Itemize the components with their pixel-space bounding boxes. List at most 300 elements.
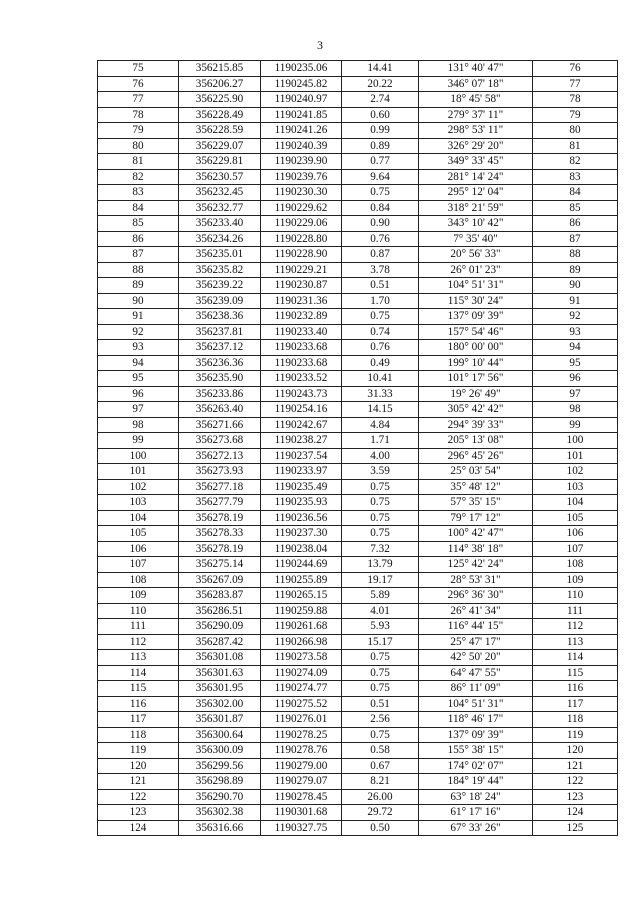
x-coordinate-cell: 356238.36 [179,309,261,325]
distance-cell: 0.49 [342,355,419,371]
y-coordinate-cell: 1190275.52 [261,696,342,712]
distance-cell: 1.71 [342,433,419,449]
y-coordinate-cell: 1190240.39 [261,138,342,154]
table-row [98,278,618,294]
next-point-cell: 89 [533,262,618,278]
x-coordinate-cell: 356273.68 [179,433,261,449]
distance-cell: 0.76 [342,231,419,247]
next-point-cell: 77 [533,76,618,92]
bearing-cell: 296° 36' 30" [419,588,533,604]
next-point-cell: 82 [533,154,618,170]
bearing-cell: 61° 17' 16" [419,805,533,821]
bearing-cell: 279° 37' 11" [419,107,533,123]
distance-cell: 0.90 [342,216,419,232]
next-point-cell: 108 [533,557,618,573]
next-point-cell: 116 [533,681,618,697]
point-number-cell: 111 [98,619,179,635]
distance-cell: 0.51 [342,278,419,294]
bearing-cell: 346° 07' 18" [419,76,533,92]
point-number-cell: 76 [98,76,179,92]
distance-cell: 0.75 [342,727,419,743]
next-point-cell: 104 [533,495,618,511]
point-number-cell: 85 [98,216,179,232]
x-coordinate-cell: 356239.22 [179,278,261,294]
next-point-cell: 90 [533,278,618,294]
next-point-cell: 121 [533,758,618,774]
point-number-cell: 106 [98,541,179,557]
bearing-cell: 64° 47' 55" [419,665,533,681]
distance-cell: 0.75 [342,510,419,526]
next-point-cell: 93 [533,324,618,340]
table-row [98,169,618,185]
table-row [98,495,618,511]
y-coordinate-cell: 1190231.36 [261,293,342,309]
y-coordinate-cell: 1190241.26 [261,123,342,139]
next-point-cell: 123 [533,789,618,805]
bearing-cell: 318° 21' 59" [419,200,533,216]
distance-cell: 19.17 [342,572,419,588]
y-coordinate-cell: 1190233.97 [261,464,342,480]
x-coordinate-cell: 356236.36 [179,355,261,371]
x-coordinate-cell: 356301.08 [179,650,261,666]
x-coordinate-cell: 356237.12 [179,340,261,356]
y-coordinate-cell: 1190243.73 [261,386,342,402]
next-point-cell: 117 [533,696,618,712]
y-coordinate-cell: 1190240.97 [261,92,342,108]
table-row [98,727,618,743]
point-number-cell: 91 [98,309,179,325]
point-number-cell: 88 [98,262,179,278]
distance-cell: 0.84 [342,200,419,216]
distance-cell: 3.59 [342,464,419,480]
x-coordinate-cell: 356278.19 [179,541,261,557]
y-coordinate-cell: 1190266.98 [261,634,342,650]
x-coordinate-cell: 356239.09 [179,293,261,309]
table-row [98,774,618,790]
point-number-cell: 77 [98,92,179,108]
bearing-cell: 104° 51' 31" [419,696,533,712]
point-number-cell: 93 [98,340,179,356]
x-coordinate-cell: 356267.09 [179,572,261,588]
table-row [98,92,618,108]
distance-cell: 0.75 [342,526,419,542]
next-point-cell: 91 [533,293,618,309]
x-coordinate-cell: 356300.09 [179,743,261,759]
bearing-cell: 26° 01' 23" [419,262,533,278]
x-coordinate-cell: 356234.26 [179,231,261,247]
y-coordinate-cell: 1190279.00 [261,758,342,774]
next-point-cell: 101 [533,448,618,464]
table-row [98,696,618,712]
distance-cell: 0.99 [342,123,419,139]
next-point-cell: 105 [533,510,618,526]
next-point-cell: 76 [533,61,618,77]
distance-cell: 5.89 [342,588,419,604]
x-coordinate-cell: 356301.87 [179,712,261,728]
distance-cell: 10.41 [342,371,419,387]
point-number-cell: 103 [98,495,179,511]
table-row [98,123,618,139]
table-row [98,588,618,604]
y-coordinate-cell: 1190239.90 [261,154,342,170]
y-coordinate-cell: 1190279.07 [261,774,342,790]
y-coordinate-cell: 1190255.89 [261,572,342,588]
bearing-cell: 118° 46' 17" [419,712,533,728]
table-row [98,448,618,464]
x-coordinate-cell: 356316.66 [179,820,261,836]
next-point-cell: 120 [533,743,618,759]
next-point-cell: 112 [533,619,618,635]
bearing-cell: 20° 56' 33" [419,247,533,263]
distance-cell: 0.76 [342,340,419,356]
x-coordinate-cell: 356233.40 [179,216,261,232]
point-number-cell: 122 [98,789,179,805]
table-row [98,681,618,697]
coordinates-table-body [98,61,618,836]
y-coordinate-cell: 1190278.76 [261,743,342,759]
y-coordinate-cell: 1190261.68 [261,619,342,635]
x-coordinate-cell: 356232.45 [179,185,261,201]
x-coordinate-cell: 356299.56 [179,758,261,774]
point-number-cell: 81 [98,154,179,170]
coordinates-table [97,60,618,836]
distance-cell: 15.17 [342,634,419,650]
x-coordinate-cell: 356286.51 [179,603,261,619]
point-number-cell: 113 [98,650,179,666]
table-row [98,820,618,836]
y-coordinate-cell: 1190301.68 [261,805,342,821]
distance-cell: 0.75 [342,681,419,697]
y-coordinate-cell: 1190233.40 [261,324,342,340]
point-number-cell: 97 [98,402,179,418]
point-number-cell: 87 [98,247,179,263]
table-row [98,216,618,232]
point-number-cell: 108 [98,572,179,588]
bearing-cell: 305° 42' 42" [419,402,533,418]
page-number: 3 [317,38,323,52]
distance-cell: 8.21 [342,774,419,790]
y-coordinate-cell: 1190229.21 [261,262,342,278]
table-row [98,510,618,526]
next-point-cell: 118 [533,712,618,728]
bearing-cell: 101° 17' 56" [419,371,533,387]
x-coordinate-cell: 356263.40 [179,402,261,418]
y-coordinate-cell: 1190274.09 [261,665,342,681]
distance-cell: 0.75 [342,309,419,325]
next-point-cell: 102 [533,464,618,480]
bearing-cell: 57° 35' 15" [419,495,533,511]
y-coordinate-cell: 1190259.88 [261,603,342,619]
y-coordinate-cell: 1190233.68 [261,355,342,371]
point-number-cell: 112 [98,634,179,650]
y-coordinate-cell: 1190276.01 [261,712,342,728]
distance-cell: 0.75 [342,665,419,681]
y-coordinate-cell: 1190238.27 [261,433,342,449]
next-point-cell: 109 [533,572,618,588]
x-coordinate-cell: 356228.49 [179,107,261,123]
bearing-cell: 26° 41' 34" [419,603,533,619]
next-point-cell: 113 [533,634,618,650]
distance-cell: 0.77 [342,154,419,170]
table-row [98,712,618,728]
point-number-cell: 100 [98,448,179,464]
next-point-cell: 97 [533,386,618,402]
point-number-cell: 107 [98,557,179,573]
next-point-cell: 119 [533,727,618,743]
bearing-cell: 7° 35' 40" [419,231,533,247]
bearing-cell: 131° 40' 47" [419,61,533,77]
point-number-cell: 86 [98,231,179,247]
bearing-cell: 343° 10' 42" [419,216,533,232]
x-coordinate-cell: 356272.13 [179,448,261,464]
table-row [98,464,618,480]
bearing-cell: 294° 39' 33" [419,417,533,433]
point-number-cell: 99 [98,433,179,449]
point-number-cell: 105 [98,526,179,542]
next-point-cell: 92 [533,309,618,325]
point-number-cell: 79 [98,123,179,139]
distance-cell: 0.51 [342,696,419,712]
x-coordinate-cell: 356233.86 [179,386,261,402]
x-coordinate-cell: 356278.33 [179,526,261,542]
y-coordinate-cell: 1190278.25 [261,727,342,743]
distance-cell: 2.56 [342,712,419,728]
point-number-cell: 96 [98,386,179,402]
bearing-cell: 25° 03' 54" [419,464,533,480]
table-row [98,76,618,92]
point-number-cell: 109 [98,588,179,604]
x-coordinate-cell: 356237.81 [179,324,261,340]
x-coordinate-cell: 356230.57 [179,169,261,185]
x-coordinate-cell: 356235.90 [179,371,261,387]
next-point-cell: 100 [533,433,618,449]
point-number-cell: 115 [98,681,179,697]
distance-cell: 13.79 [342,557,419,573]
table-row [98,309,618,325]
table-row [98,743,618,759]
next-point-cell: 124 [533,805,618,821]
y-coordinate-cell: 1190232.89 [261,309,342,325]
table-row [98,650,618,666]
distance-cell: 1.70 [342,293,419,309]
distance-cell: 2.74 [342,92,419,108]
point-number-cell: 83 [98,185,179,201]
y-coordinate-cell: 1190238.04 [261,541,342,557]
table-row [98,572,618,588]
point-number-cell: 90 [98,293,179,309]
table-row [98,262,618,278]
next-point-cell: 99 [533,417,618,433]
point-number-cell: 89 [98,278,179,294]
bearing-cell: 19° 26' 49" [419,386,533,402]
next-point-cell: 106 [533,526,618,542]
next-point-cell: 107 [533,541,618,557]
next-point-cell: 125 [533,820,618,836]
x-coordinate-cell: 356302.38 [179,805,261,821]
table-row [98,61,618,77]
next-point-cell: 88 [533,247,618,263]
y-coordinate-cell: 1190235.06 [261,61,342,77]
point-number-cell: 92 [98,324,179,340]
distance-cell: 4.00 [342,448,419,464]
next-point-cell: 81 [533,138,618,154]
table-row [98,526,618,542]
table-row [98,386,618,402]
table-row [98,200,618,216]
distance-cell: 0.75 [342,479,419,495]
bearing-cell: 25° 47' 17" [419,634,533,650]
table-row [98,107,618,123]
point-number-cell: 120 [98,758,179,774]
table-row [98,293,618,309]
point-number-cell: 78 [98,107,179,123]
table-row [98,479,618,495]
point-number-cell: 117 [98,712,179,728]
y-coordinate-cell: 1190235.49 [261,479,342,495]
table-row [98,433,618,449]
x-coordinate-cell: 356273.93 [179,464,261,480]
x-coordinate-cell: 356235.01 [179,247,261,263]
distance-cell: 26.00 [342,789,419,805]
distance-cell: 0.58 [342,743,419,759]
bearing-cell: 42° 50' 20" [419,650,533,666]
table-row [98,247,618,263]
x-coordinate-cell: 356301.63 [179,665,261,681]
distance-cell: 0.75 [342,495,419,511]
y-coordinate-cell: 1190278.45 [261,789,342,805]
x-coordinate-cell: 356278.19 [179,510,261,526]
y-coordinate-cell: 1190235.93 [261,495,342,511]
next-point-cell: 111 [533,603,618,619]
x-coordinate-cell: 356229.81 [179,154,261,170]
distance-cell: 29.72 [342,805,419,821]
point-number-cell: 101 [98,464,179,480]
bearing-cell: 116° 44' 15" [419,619,533,635]
y-coordinate-cell: 1190242.67 [261,417,342,433]
y-coordinate-cell: 1190237.30 [261,526,342,542]
next-point-cell: 86 [533,216,618,232]
y-coordinate-cell: 1190228.80 [261,231,342,247]
bearing-cell: 100° 42' 47" [419,526,533,542]
y-coordinate-cell: 1190230.87 [261,278,342,294]
y-coordinate-cell: 1190265.15 [261,588,342,604]
bearing-cell: 157° 54' 46" [419,324,533,340]
distance-cell: 0.87 [342,247,419,263]
table-row [98,138,618,154]
bearing-cell: 180° 00' 00" [419,340,533,356]
x-coordinate-cell: 356232.77 [179,200,261,216]
table-row [98,557,618,573]
point-number-cell: 104 [98,510,179,526]
table-row [98,805,618,821]
x-coordinate-cell: 356300.64 [179,727,261,743]
x-coordinate-cell: 356215.85 [179,61,261,77]
distance-cell: 0.74 [342,324,419,340]
point-number-cell: 82 [98,169,179,185]
distance-cell: 3.78 [342,262,419,278]
bearing-cell: 199° 10' 44" [419,355,533,371]
next-point-cell: 96 [533,371,618,387]
point-number-cell: 110 [98,603,179,619]
distance-cell: 0.75 [342,185,419,201]
table-row [98,185,618,201]
table-row [98,324,618,340]
y-coordinate-cell: 1190327.75 [261,820,342,836]
distance-cell: 14.15 [342,402,419,418]
next-point-cell: 85 [533,200,618,216]
table-row [98,231,618,247]
point-number-cell: 118 [98,727,179,743]
x-coordinate-cell: 356290.70 [179,789,261,805]
distance-cell: 31.33 [342,386,419,402]
next-point-cell: 87 [533,231,618,247]
table-row [98,603,618,619]
y-coordinate-cell: 1190239.76 [261,169,342,185]
point-number-cell: 102 [98,479,179,495]
x-coordinate-cell: 356275.14 [179,557,261,573]
distance-cell: 20.22 [342,76,419,92]
bearing-cell: 349° 33' 45" [419,154,533,170]
table-row [98,758,618,774]
distance-cell: 0.60 [342,107,419,123]
table-row [98,789,618,805]
y-coordinate-cell: 1190228.90 [261,247,342,263]
next-point-cell: 80 [533,123,618,139]
x-coordinate-cell: 356298.89 [179,774,261,790]
next-point-cell: 122 [533,774,618,790]
x-coordinate-cell: 356302.00 [179,696,261,712]
point-number-cell: 114 [98,665,179,681]
y-coordinate-cell: 1190236.56 [261,510,342,526]
distance-cell: 4.01 [342,603,419,619]
bearing-cell: 296° 45' 26" [419,448,533,464]
table-row [98,154,618,170]
bearing-cell: 205° 13' 08" [419,433,533,449]
x-coordinate-cell: 356277.79 [179,495,261,511]
point-number-cell: 123 [98,805,179,821]
distance-cell: 9.64 [342,169,419,185]
bearing-cell: 67° 33' 26" [419,820,533,836]
next-point-cell: 114 [533,650,618,666]
next-point-cell: 110 [533,588,618,604]
distance-cell: 4.84 [342,417,419,433]
x-coordinate-cell: 356301.95 [179,681,261,697]
y-coordinate-cell: 1190245.82 [261,76,342,92]
distance-cell: 7.32 [342,541,419,557]
distance-cell: 0.75 [342,650,419,666]
table-row [98,619,618,635]
x-coordinate-cell: 356277.18 [179,479,261,495]
point-number-cell: 119 [98,743,179,759]
bearing-cell: 281° 14' 24" [419,169,533,185]
table-row [98,417,618,433]
x-coordinate-cell: 356235.82 [179,262,261,278]
y-coordinate-cell: 1190254.16 [261,402,342,418]
bearing-cell: 137° 09' 39" [419,309,533,325]
y-coordinate-cell: 1190233.52 [261,371,342,387]
x-coordinate-cell: 356206.27 [179,76,261,92]
next-point-cell: 78 [533,92,618,108]
y-coordinate-cell: 1190237.54 [261,448,342,464]
point-number-cell: 98 [98,417,179,433]
y-coordinate-cell: 1190233.68 [261,340,342,356]
bearing-cell: 155° 38' 15" [419,743,533,759]
y-coordinate-cell: 1190274.77 [261,681,342,697]
bearing-cell: 295° 12' 04" [419,185,533,201]
point-number-cell: 95 [98,371,179,387]
bearing-cell: 137° 09' 39" [419,727,533,743]
table-row [98,634,618,650]
